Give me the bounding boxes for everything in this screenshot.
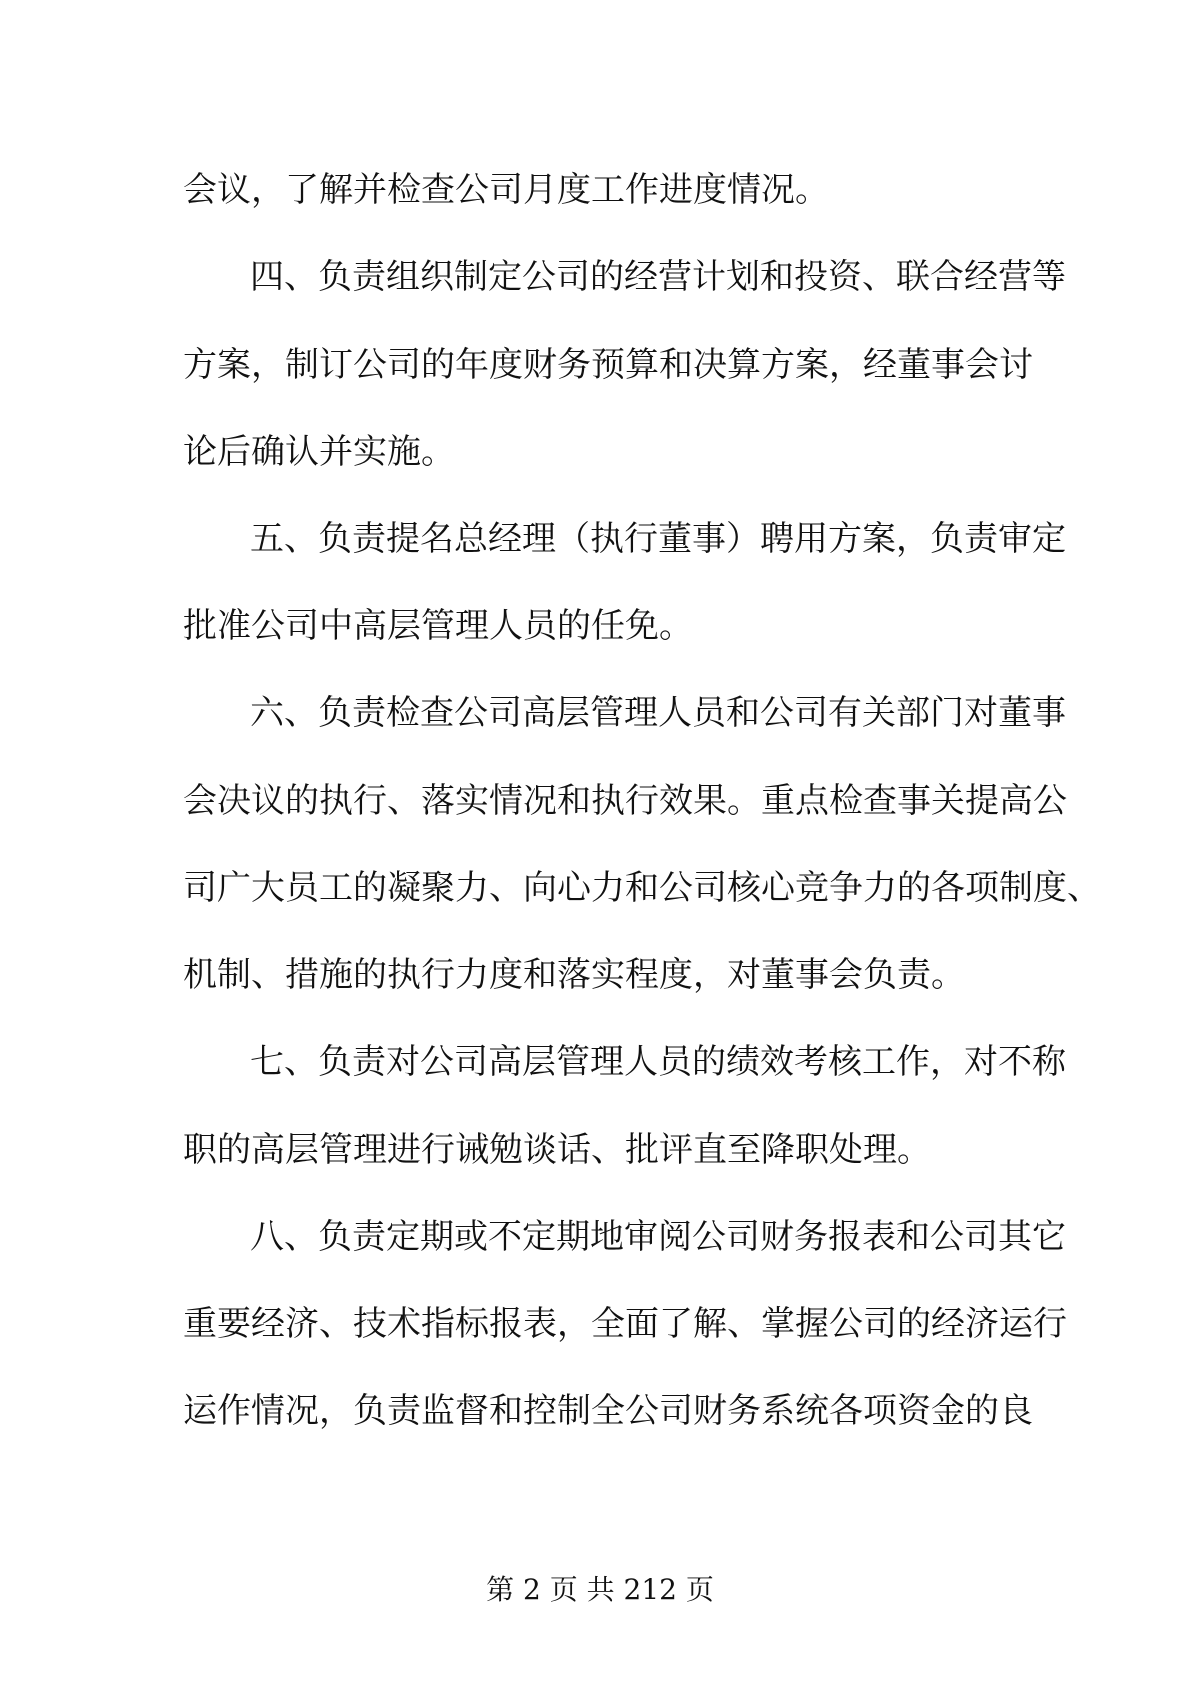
paragraph-eight-start: 八、负责定期或不定期地审阅公司财务报表和公司其它 (250, 1217, 1066, 1257)
text-line: 重要经济、技术指标报表，全面了解、掌握公司的经济运行 (183, 1304, 1067, 1344)
paragraph-seven-start: 七、负责对公司高层管理人员的绩效考核工作，对不称 (250, 1042, 1066, 1082)
text-line: 会决议的执行、落实情况和执行效果。重点检查事关提高公 (183, 781, 1067, 821)
text-line: 机制、措施的执行力度和落实程度，对董事会负责。 (183, 955, 965, 995)
text-line: 会议，了解并检查公司月度工作进度情况。 (183, 170, 829, 210)
text-line: 批准公司中高层管理人员的任免。 (183, 606, 693, 646)
paragraph-four-start: 四、负责组织制定公司的经营计划和投资、联合经营等 (250, 257, 1066, 297)
paragraph-five-start: 五、负责提名总经理（执行董事）聘用方案，负责审定 (250, 519, 1066, 559)
text-line: 运作情况，负责监督和控制全公司财务系统各项资金的良 (183, 1391, 1033, 1431)
text-line: 司广大员工的凝聚力、向心力和公司核心竞争力的各项制度、 (183, 868, 1101, 908)
paragraph-six-start: 六、负责检查公司高层管理人员和公司有关部门对董事 (250, 693, 1066, 733)
text-line: 论后确认并实施。 (183, 432, 455, 472)
text-line: 方案，制订公司的年度财务预算和决算方案，经董事会讨 (183, 345, 1033, 385)
page-footer: 第 2 页 共 212 页 (486, 1573, 714, 1606)
text-line: 职的高层管理进行诫勉谈话、批评直至降职处理。 (183, 1130, 931, 1170)
